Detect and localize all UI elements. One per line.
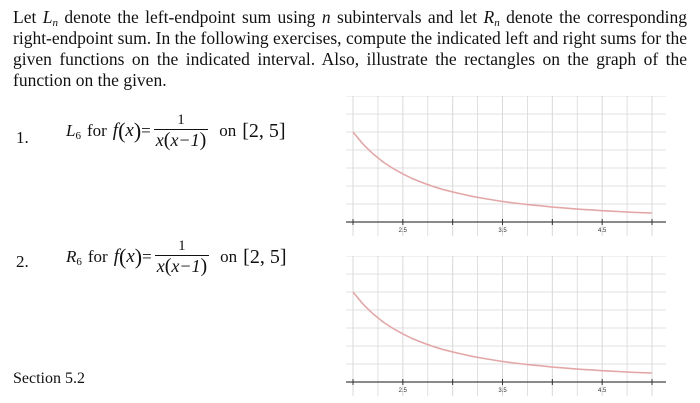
exercise-1-for-word: for <box>86 121 107 140</box>
exercise-2-function-name: f <box>113 246 119 267</box>
intro-text-4: denote the corresponding right-endpoint sum. In the following exercises, compute the indicated left and right sums for the given functions on the indicated interval. Also, illustrate the rectangles on the graph of the function on the given. <box>13 7 688 90</box>
intro-paragraph <box>13 7 687 91</box>
x-tick-label: 4.5 <box>597 388 607 394</box>
exercise-1-on-word: on <box>219 121 237 140</box>
n-variable: n <box>321 7 331 27</box>
intro-text-3: subintervals and let <box>330 7 484 27</box>
intro-text-2: denote the left-endpoint sum using <box>57 7 322 27</box>
left-sum-symbol: L <box>42 7 53 27</box>
exercise-2-for-word: for <box>87 247 108 266</box>
exercise-1-sum-subscript: 6 <box>75 130 81 142</box>
left-sum-subscript: n <box>52 17 58 29</box>
exercise-2-fraction <box>155 238 209 276</box>
exercise-2-interval: [2, 5] <box>243 245 287 268</box>
exercise-1-function-name: f <box>112 120 119 141</box>
exercise-1-number: 1. <box>16 128 29 147</box>
exercise-2-equals: = <box>142 247 152 266</box>
exercise-2-denominator: x(x−1) <box>156 255 208 277</box>
graph-2 <box>346 256 666 396</box>
x-tick-label: 4.5 <box>597 228 607 234</box>
right-sum-symbol: R <box>483 7 495 27</box>
exercise-2-sum-symbol: R6 <box>66 247 82 268</box>
exercise-1-denominator: x(x−1) <box>155 129 207 151</box>
exercise-2-sum-subscript: 6 <box>76 256 82 268</box>
exercise-1-fraction <box>154 112 208 150</box>
intro-text-1: Let <box>13 7 43 27</box>
x-tick-label: 3.5 <box>498 388 507 394</box>
section-label: Section 5.2 <box>13 370 85 387</box>
x-tick-label: 3.5 <box>498 228 507 234</box>
exercise-2-expression: R6 for f ( x ) = $\frac{1}{x(x-1)}$ on [2, 5] <box>66 238 287 277</box>
exercise-2-numerator: 1 <box>178 238 186 254</box>
exercise-1-numerator: 1 <box>177 112 185 128</box>
x-tick-label: 2.5 <box>398 388 408 394</box>
exercise-1-variable: x <box>125 120 134 141</box>
exercise-1-equals: = <box>141 121 151 140</box>
x-tick-label: 2.5 <box>398 228 408 234</box>
exercise-1-interval: [2, 5] <box>242 119 286 142</box>
graph-1 <box>346 96 666 236</box>
exercise-2-on-word: on <box>220 247 238 266</box>
exercise-1-sum-symbol: L6 <box>66 121 81 142</box>
exercise-2-variable: x <box>126 246 135 267</box>
exercise-2-number: 2. <box>16 252 29 271</box>
right-sum-subscript: n <box>494 17 500 29</box>
exercise-1-expression: L6 for f ( x ) = $\frac{1}{x(x-1)}$ on [2, 5] <box>66 112 286 151</box>
